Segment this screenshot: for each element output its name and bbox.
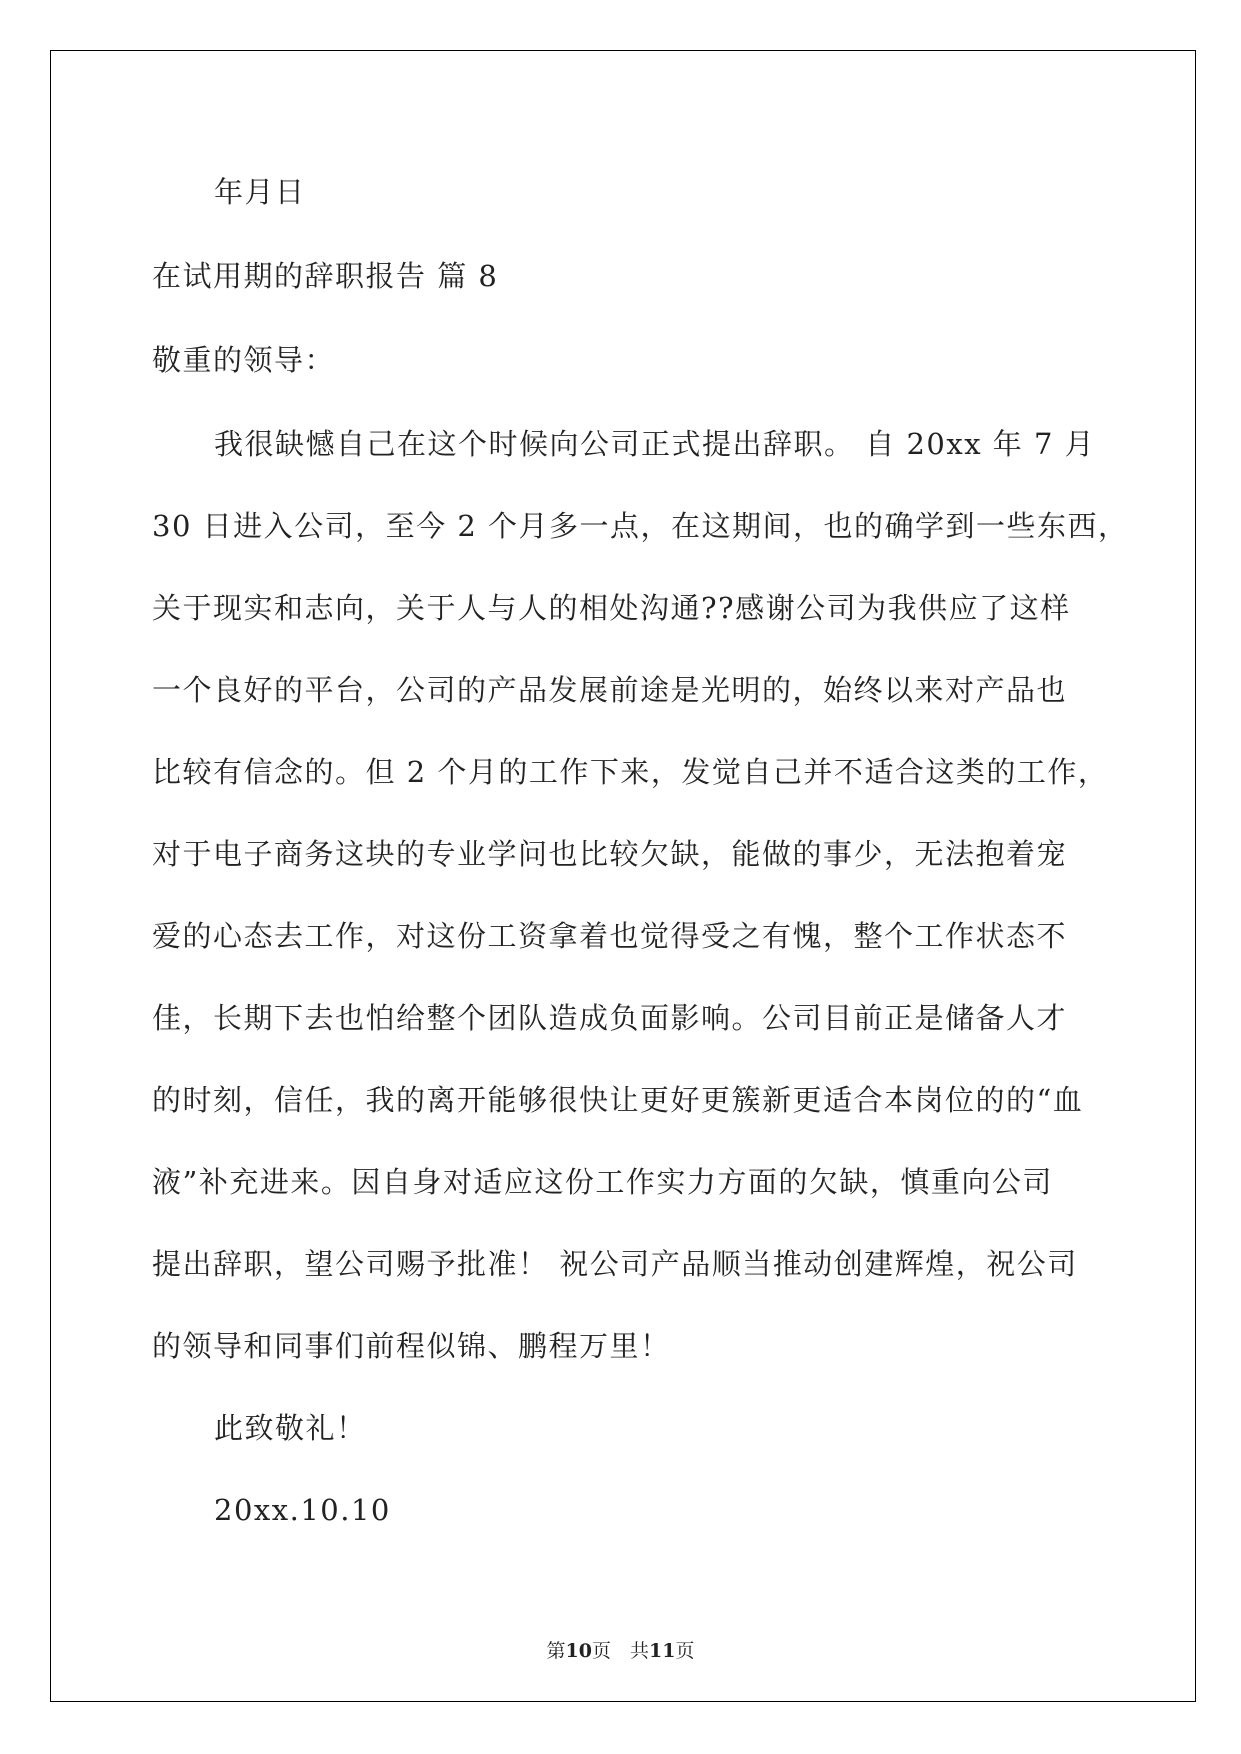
signature-date: 20xx.10.10 [214,1493,391,1527]
footer-suffix: 页 [675,1640,695,1662]
body-line: 爱的心态去工作，对这份工资拿着也觉得受之有愧，整个工作状态不 [152,919,1068,953]
body-line: 关于现实和志向，关于人与人的相处沟通??感谢公司为我供应了这样 [152,591,1071,625]
footer-prefix: 第 [546,1640,566,1662]
closing: 此致敬礼！ [214,1411,367,1445]
footer-page-number: 10 [565,1640,592,1662]
body-line: 的时刻，信任，我的离开能够很快让更好更簇新更适合本岗位的的“血 [152,1083,1084,1117]
page-border [50,50,1196,1702]
body-line: 液”补充进来。因自身对适应这份工作实力方面的欠缺，慎重向公司 [152,1165,1053,1199]
body-line: 的领导和同事们前程似锦、鹏程万里！ [152,1329,671,1363]
body-line: 对于电子商务这块的专业学问也比较欠缺，能做的事少，无法抱着宠 [152,837,1068,871]
body-line: 提出辞职，望公司赐予批准！ 祝公司产品顺当推动创建辉煌，祝公司 [152,1247,1078,1281]
date-placeholder: 年月日 [214,175,306,209]
footer-total-pages: 11 [649,1640,676,1662]
body-line: 比较有信念的。但 2 个月的工作下来，发觉自己并不适合这类的工作， [152,755,1109,789]
salutation: 敬重的领导： [152,343,336,377]
footer-mid: 页 共 [591,1640,649,1662]
document-heading: 在试用期的辞职报告 篇 8 [152,259,499,293]
body-line: 30 日进入公司，至今 2 个月多一点，在这期间，也的确学到一些东西， [152,509,1129,543]
body-line: 一个良好的平台，公司的产品发展前途是光明的，始终以来对产品也 [152,673,1068,707]
body-line: 佳，长期下去也怕给整个团队造成负面影响。公司目前正是储备人才 [152,1001,1068,1035]
body-line: 我很缺憾自己在这个时候向公司正式提出辞职。 自 20xx 年 7 月 [214,427,1096,461]
page-footer [0,1636,1241,1663]
